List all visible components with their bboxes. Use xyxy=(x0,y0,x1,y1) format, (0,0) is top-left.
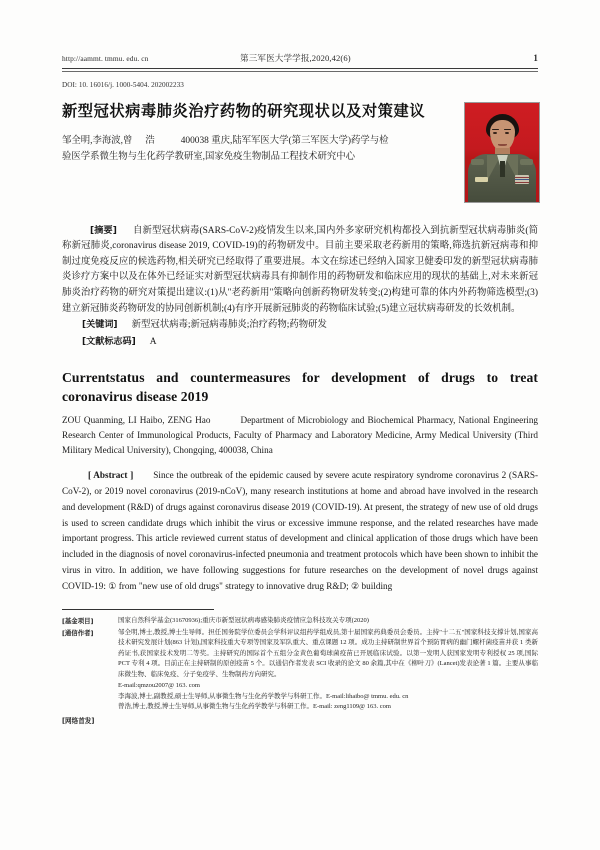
third-author-text: 浩,博士,教授,博士生导师,从事微生物与生化药学教学与科研工作。E-mail: zeng1109@ 163. com xyxy=(124,703,391,711)
english-title: Currentstatus and countermeasures for development of drugs to treat coronavirus disease 2019 xyxy=(62,369,538,404)
page-content xyxy=(62,52,538,726)
third-author-surname: 曾 xyxy=(118,703,125,711)
third-author-bio xyxy=(118,702,538,713)
chinese-document-code xyxy=(62,334,538,351)
chinese-abstract xyxy=(62,224,538,318)
portrait-eye-right xyxy=(505,132,509,134)
journal-url[interactable]: http://aammt. tmmu. edu. cn xyxy=(62,54,149,63)
portrait-brow-left xyxy=(492,129,499,131)
english-abstract-text: Since the outbreak of the epidemic caused by severe acute respiratory syndrome coronavirus 2 (SARS-CoV-2), or 2019 novel coronavirus (2019-nCoV), many research institutions at home and abroad have involved in the research and development (R&D) of drugs against coronavirus disease 2019 (COVID-19). At present, the strategy of new use of old drugs is used to screen candidate drugs which inhibit the virus or excessive immune response, and the related researches have made important progress. This article reviewed current status of development and clinical application of those drugs which have been included in the diagnosis of novel coronavirus-infected pneumonia and treatment protocols which have been shown to inhibit the virus in vitro. In addition, we have following suggestions for future researches on the development of novel drugs against COVID-19: ① from "new use of old drugs" strategy to innovative drug R&D; ② building xyxy=(62,469,539,592)
english-author-names: ZOU Quanming, LI Haibo, ZENG Hao xyxy=(62,415,211,426)
fund-label: [基金项目] xyxy=(62,617,94,626)
chinese-author-names: 邹全明,李海波,曾 xyxy=(62,136,133,147)
page-number: 1 xyxy=(533,53,538,63)
portrait-epaulette-right xyxy=(520,159,533,165)
corresponding-author-row xyxy=(62,628,538,681)
portrait-eye-left xyxy=(493,132,497,134)
journal-citation: 第三军医大学学报,2020,42(6) xyxy=(240,53,351,63)
corresponding-author-email[interactable]: E-mail:qmzou2007@ 163. com xyxy=(118,682,200,690)
document-code-value: A xyxy=(149,336,157,347)
english-abstract xyxy=(62,468,538,595)
chinese-affiliation-line2: 验医学系微生物与生化药学教研室,国家免疫生物制品工程技术研究中心 xyxy=(62,151,355,162)
english-affiliation: Department of Microbiology and Biochemical Pharmacy, National Engineering Research Center of Immunological Products, Faculty of Pharmacy and Laboratory Medicine, Army Medical University (Third Military Medical University), Chongqing, 400038, China xyxy=(62,415,539,455)
portrait-wing-badge xyxy=(475,177,488,182)
online-first-label: [网络首发] xyxy=(62,716,95,725)
portrait-brow-right xyxy=(504,129,511,131)
chinese-author-last: 浩 xyxy=(145,136,155,147)
chinese-keywords xyxy=(62,317,538,334)
document-code-label: [文献标志码] xyxy=(82,336,136,347)
corresponding-author-label: [通信作者] xyxy=(62,628,94,637)
postcode: 400038 xyxy=(180,136,209,147)
english-authors-affiliation xyxy=(62,413,538,458)
fund-footnote-row xyxy=(62,616,538,627)
running-head xyxy=(62,52,538,66)
chinese-keywords-text: 新型冠状病毒;新冠病毒肺炎;治疗药物;药物研发 xyxy=(131,320,327,331)
portrait-epaulette-left xyxy=(471,159,484,165)
chinese-keywords-label: [关键词] xyxy=(82,320,118,331)
second-author-bio: 李海波,博士,副教授,硕士生导师,从事微生物与生化药学教学与科研工作。E-mail:lihaibo@ tmmu. edu. cn xyxy=(118,692,409,700)
chinese-authors-affiliation xyxy=(62,134,460,164)
chinese-abstract-label: [摘要] xyxy=(90,225,117,236)
portrait-mouth xyxy=(498,144,507,146)
portrait-tie xyxy=(500,161,505,177)
chinese-title: 新型冠状病毒肺炎治疗药物的研究现状以及对策建议 xyxy=(62,101,426,120)
title-block xyxy=(62,102,538,218)
portrait-ribbon-bar xyxy=(515,175,529,184)
header-divider xyxy=(62,68,538,72)
footnote-block xyxy=(62,616,538,726)
chinese-abstract-text: 自新型冠状病毒(SARS-CoV-2)疫情发生以来,国内外多家研究机构都投入到抗新型冠状病毒肺炎(简称新冠肺炎,coronavirus disease 2019, COVID-19)的药物研发中。目前主要采取老药新用的策略,筛选抗新冠病毒和抑制过度免疫反应的候选药物,相关研究已经取得了重要进展。本文在综述已经纳入国家卫健委印发的新型冠状病毒肺炎诊疗方案中以及在体外已经证实对新型冠状病毒具有抑制作用的药物研发和临床应用的现状的基础上,对未来新冠肺炎治疗药物的研究对策提出建议:(1)从"老药新用"策略向创新药物研发转变;(2)构建可靠的体内外药物筛选模型;(3)建立新冠肺炎药物研发的协同创新机制;(4)有序开展新冠肺炎的药物临床试验;(5)建立冠状病毒研发的长效机制。 xyxy=(62,225,539,314)
portrait-face xyxy=(490,120,515,151)
author-portrait-photo xyxy=(464,102,540,203)
fund-text: 国家自然科学基金(31670936);重庆市新型冠状病毒感染肺炎疫情应急科技攻关专项(2020) xyxy=(118,617,369,625)
corresponding-author-text: 邹全明,博士,教授,博士生导师。担任国务院学位委员会学科评议组药学组成员,第十届国家药典委员会委员。主持"十二五"国家科技支撑计划,国家高技术研究发展计划(863 计划),国家科技重大专项等国家及军队重大、重点课题 12 项。成功主持研制世界首个预防胃病的幽门螺杆菌疫苗并获 1 类新药证书,获国家技术发明二等奖。主持研究的国际首个五组分金黄色葡萄球菌疫苗已开展临床试验。以第一发明人获国家发明专利授权 25 项,国际 PCT 专利 4 项。目前正在主持研制的原创疫苗 5 个。以通信作者发表 SCI 收录的论文 80 余篇,其中在《柳叶刀》(Lancet)发表论著 1 篇。主要从事临床微生物、临床免疫、分子免疫学、生物制药方向研究。 xyxy=(118,628,538,678)
doi-line[interactable]: DOI: 10. 16016/j. 1000-5404. 202002233 xyxy=(62,80,184,89)
chinese-affiliation-line1: 重庆,陆军军医大学(第三军医大学)药学与检 xyxy=(211,136,389,147)
footnote-divider xyxy=(62,609,214,610)
english-abstract-label: [ Abstract ] xyxy=(88,469,134,480)
